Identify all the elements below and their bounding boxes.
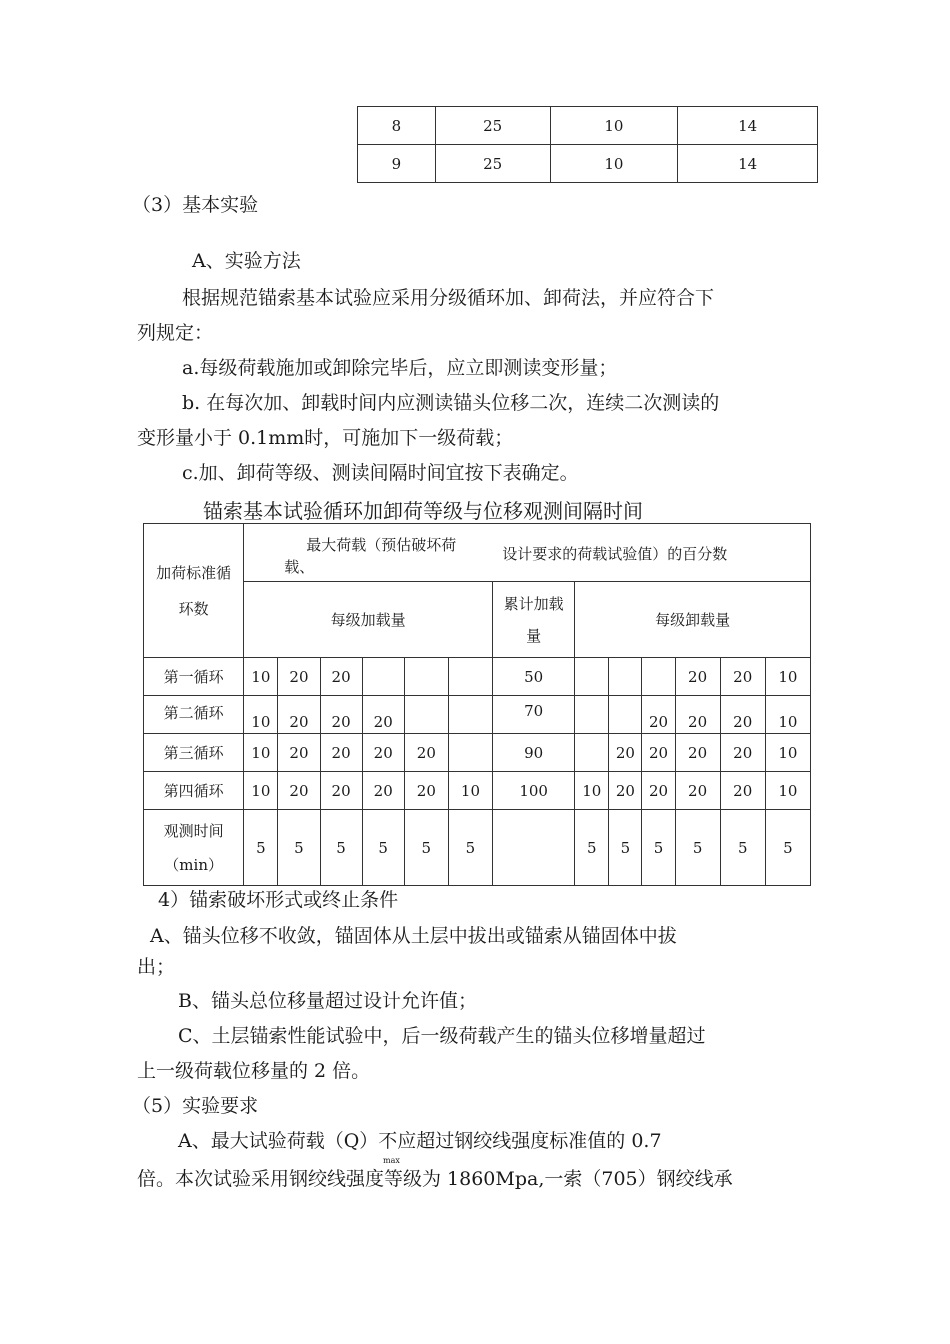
table-cell: 10 — [765, 734, 810, 772]
header-cycle-line2: 环数 — [178, 599, 209, 618]
header-max-part2: 设计要求的荷载试验值）的百分数 — [502, 545, 728, 563]
row-label — [144, 810, 244, 886]
table-cell: 20 — [642, 734, 675, 772]
table-cell: 20 — [320, 696, 362, 734]
table-cell: 5 — [362, 810, 404, 886]
table-cell: 20 — [720, 696, 765, 734]
section3-item-b-line2: 变形量小于 0.1mm时，可施加下一级荷载； — [137, 427, 514, 449]
header-max-part1-line2: 载、 — [284, 558, 315, 576]
table-cell — [575, 734, 609, 772]
table-cell — [448, 658, 492, 696]
table-cell: 25 — [435, 145, 550, 183]
table-cell: 20 — [675, 734, 720, 772]
table-row — [144, 734, 811, 772]
section4-item-c-line1: C、土层锚索性能试验中，后一级荷载产生的锚头位移增量超过 — [178, 1025, 706, 1047]
table-cell: 5 — [404, 810, 448, 886]
header-max-load — [244, 524, 811, 582]
table-cell: 20 — [675, 658, 720, 696]
table-cell: 20 — [278, 734, 320, 772]
table-cell: 5 — [244, 810, 278, 886]
section3-heading: （3）基本实验 — [132, 194, 259, 216]
table-cell: 20 — [720, 658, 765, 696]
table-cell: 9 — [358, 145, 436, 183]
time-label-line1: 观测时间 — [163, 821, 224, 840]
table-cell: 5 — [448, 810, 492, 886]
row-label: 第二循环 — [144, 696, 244, 734]
header-max-part1-line1: 最大荷载（预估破坏荷 — [306, 536, 457, 554]
table-cell — [493, 810, 575, 886]
table-cell — [575, 696, 609, 734]
table-cell: 20 — [404, 772, 448, 810]
table-cell: 10 — [550, 107, 678, 145]
table-cell: 5 — [720, 810, 765, 886]
main-table — [143, 523, 811, 886]
table-cell: 5 — [642, 810, 675, 886]
table-header-row — [144, 582, 811, 658]
table-cell: 14 — [678, 107, 818, 145]
row-label: 第三循环 — [144, 734, 244, 772]
table-cell: 5 — [609, 810, 642, 886]
section4-item-a-line2: 出； — [137, 956, 176, 978]
table-cell: 10 — [765, 772, 810, 810]
section5-heading: （5）实验要求 — [132, 1095, 259, 1117]
table-row — [144, 810, 811, 886]
table-cell: 100 — [493, 772, 575, 810]
table-cell — [448, 734, 492, 772]
table-cell: 20 — [675, 696, 720, 734]
row-label: 第一循环 — [144, 658, 244, 696]
table-cell: 5 — [675, 810, 720, 886]
table-cell: 8 — [358, 107, 436, 145]
table-cell — [404, 658, 448, 696]
table-cell: 10 — [575, 772, 609, 810]
table-cell — [609, 658, 642, 696]
table-cell: 20 — [278, 696, 320, 734]
table-cell: 20 — [675, 772, 720, 810]
table-cell — [362, 658, 404, 696]
table-cell: 20 — [642, 772, 675, 810]
section3-item-a: a.每级荷载施加或卸除完毕后，应立即测读变形量； — [182, 357, 618, 379]
table-cell: 20 — [609, 772, 642, 810]
header-unload: 每级卸载量 — [575, 582, 811, 658]
table-header-row — [144, 524, 811, 582]
table-cell: 20 — [642, 696, 675, 734]
table-cell: 20 — [362, 696, 404, 734]
table-cell: 20 — [362, 734, 404, 772]
section4-heading: 4）锚索破坏形式或终止条件 — [158, 889, 399, 911]
table-cell: 14 — [678, 145, 818, 183]
table-cell: 5 — [320, 810, 362, 886]
top-table — [357, 106, 818, 183]
header-cumulative-line1: 累计加载 — [503, 595, 564, 613]
section3-intro-line1: 根据规范锚索基本试验应采用分级循环加、卸荷法，并应符合下 — [182, 287, 715, 309]
table-cell — [609, 696, 642, 734]
table-cell — [575, 658, 609, 696]
section3-intro-line2: 列规定： — [137, 322, 214, 344]
table-cell: 50 — [493, 658, 575, 696]
section3-item-b-line1: b. 在每次加、卸载时间内应测读锚头位移二次，连续二次测读的 — [182, 392, 720, 414]
section5-item-a-line1: A、最大试验荷载（Q）不应超过钢绞线强度标准值的 0.7 — [178, 1130, 662, 1152]
table-cell — [448, 696, 492, 734]
table-cell: 10 — [765, 658, 810, 696]
table-cell: 20 — [720, 734, 765, 772]
table-row — [144, 658, 811, 696]
table-cell: 20 — [320, 658, 362, 696]
table-cell: 20 — [720, 772, 765, 810]
table-cell: 20 — [404, 734, 448, 772]
table-cell: 20 — [320, 772, 362, 810]
table-row — [144, 772, 811, 810]
table-cell: 10 — [550, 145, 678, 183]
table-row — [358, 107, 818, 145]
section4-item-b: B、锚头总位移量超过设计允许值； — [178, 990, 477, 1012]
table-cell: 10 — [765, 696, 810, 734]
header-cumulative — [493, 582, 575, 658]
header-cumulative-line2: 量 — [526, 627, 542, 645]
table-row — [144, 696, 811, 734]
section5-item-a-line2: 倍。本次试验采用钢绞线强度等级为 1860Mpa,一索（705）钢绞线承 — [137, 1168, 733, 1190]
section5-subscript: max — [383, 1156, 400, 1165]
table-cell: 10 — [244, 696, 278, 734]
table-cell: 5 — [765, 810, 810, 886]
table-cell: 20 — [609, 734, 642, 772]
table-cell: 90 — [493, 734, 575, 772]
header-max-part1 — [284, 534, 456, 578]
table-cell — [404, 696, 448, 734]
table-cell: 5 — [575, 810, 609, 886]
header-cycle-line1: 加荷标准循 — [156, 563, 232, 582]
table-cell: 20 — [278, 772, 320, 810]
table-cell: 10 — [244, 772, 278, 810]
header-cycle — [144, 524, 244, 658]
section3-item-c: c.加、卸荷等级、测读间隔时间宜按下表确定。 — [182, 462, 579, 484]
table-cell: 10 — [448, 772, 492, 810]
main-table-caption: 锚索基本试验循环加卸荷等级与位移观测间隔时间 — [203, 499, 643, 523]
section3-subheading: A、实验方法 — [192, 250, 301, 272]
table-cell: 20 — [362, 772, 404, 810]
table-row — [358, 145, 818, 183]
header-load: 每级加载量 — [244, 582, 493, 658]
table-cell: 20 — [278, 658, 320, 696]
table-cell: 70 — [493, 696, 575, 734]
table-cell: 10 — [244, 658, 278, 696]
table-cell: 25 — [435, 107, 550, 145]
row-label: 第四循环 — [144, 772, 244, 810]
table-cell: 20 — [320, 734, 362, 772]
table-cell: 5 — [278, 810, 320, 886]
time-label-line2: （min） — [164, 855, 223, 874]
table-cell — [642, 658, 675, 696]
section4-item-a-line1: A、锚头位移不收敛，锚固体从土层中拔出或锚索从锚固体中拔 — [150, 925, 677, 947]
table-cell: 10 — [244, 734, 278, 772]
section4-item-c-line2: 上一级荷载位移量的 2 倍。 — [137, 1060, 371, 1082]
